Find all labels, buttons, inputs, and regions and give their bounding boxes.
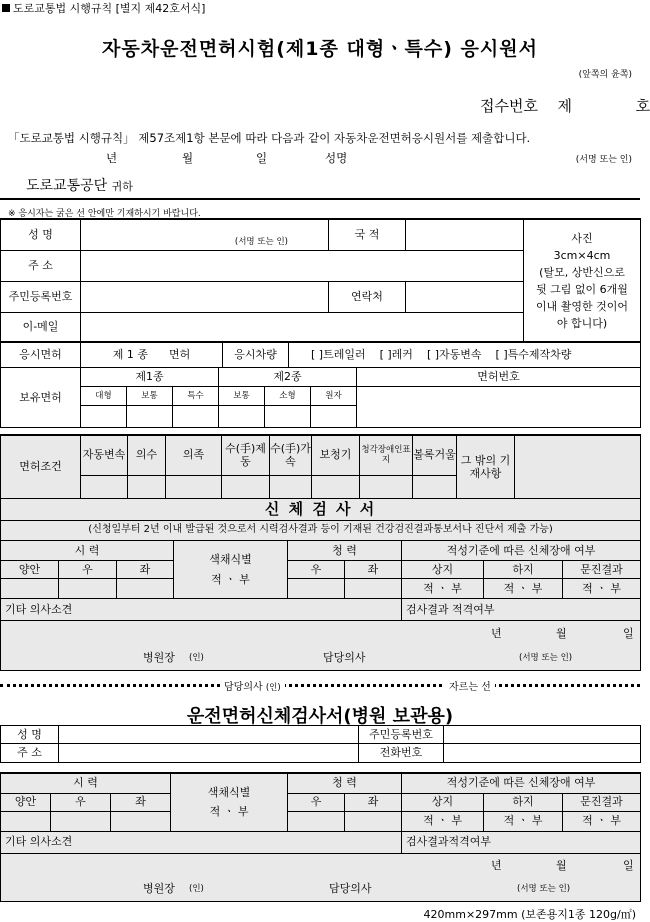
h-interview: 문진결과	[563, 793, 641, 811]
law-reference: 도로교통법 시행규칙 [별지 제42호서식]	[13, 2, 206, 15]
name-field[interactable]	[81, 219, 329, 250]
upper-limb: 상지	[402, 561, 484, 579]
condition-check[interactable]	[360, 475, 413, 499]
h-director-seal: (인)	[189, 883, 204, 894]
email-field[interactable]	[81, 312, 524, 342]
h-result-label: 검사결과적격여부	[402, 831, 641, 853]
owned-check[interactable]	[81, 406, 127, 428]
exam-license-suffix: 면허	[168, 347, 191, 361]
hospital-copy-title: 운전면허신체검사서(병원 보관용)	[186, 706, 454, 727]
exam-vehicle-options	[289, 342, 641, 368]
contact-label: 연락처	[329, 281, 406, 312]
condition-check[interactable]	[312, 475, 360, 499]
color-label-text: 색채식별	[209, 552, 252, 566]
applicant-table	[0, 218, 641, 343]
hearing-left: 좌	[345, 561, 402, 579]
h-sign-year: 년	[491, 858, 502, 872]
hearing-right: 우	[288, 561, 345, 579]
h-vision-left: 좌	[111, 793, 171, 811]
email-label: 이-메일	[1, 312, 81, 342]
color-label	[174, 541, 288, 599]
h-vision-left-field[interactable]	[111, 811, 171, 831]
aptitude-label: 적성기준에 따른 신체장애 여부	[402, 541, 641, 561]
owned-class1-label: 제1종	[81, 368, 219, 387]
owned-check[interactable]	[173, 406, 219, 428]
h-interview-yn[interactable]: 적 ㆍ 부	[563, 811, 641, 831]
hospital-phone-label: 전화번호	[359, 744, 444, 763]
interview-result: 문진결과	[563, 561, 641, 579]
condition-item: 볼록거울	[413, 435, 457, 475]
h-vision-both-field[interactable]	[1, 811, 51, 831]
hospital-address-label: 주 소	[1, 744, 59, 763]
name-label: 성 명	[1, 219, 81, 250]
hospital-exam-table	[0, 772, 641, 902]
declaration-text: 「도로교통법 시행규칙」 제57조제1항 본문에 따라 다음과 같이 자동차운전면허응시원서를 제출합니다.	[8, 131, 531, 145]
receipt-label: 접수번호	[480, 97, 538, 115]
conditions-table	[0, 434, 641, 500]
condition-item: 의수	[128, 435, 166, 475]
condition-item: 자동변속	[81, 435, 128, 475]
hearing-label: 청 력	[288, 541, 402, 561]
vision-both: 양안	[1, 561, 59, 579]
side-note: (앞쪽의 윤쪽)	[578, 70, 632, 80]
condition-check[interactable]	[166, 475, 222, 499]
nationality-field[interactable]	[406, 219, 524, 250]
exam-vehicle-label: 응시차량	[223, 342, 289, 368]
doctor-label: 담당의사	[323, 651, 366, 664]
hearing-left-field[interactable]	[345, 579, 402, 599]
interview-yn[interactable]: 적 ㆍ 부	[563, 579, 641, 599]
condition-check[interactable]	[413, 475, 457, 499]
exam-license-label: 응시면허	[1, 342, 81, 368]
option-wrecker[interactable]: [ ]레커	[379, 347, 413, 361]
director-seal: (인)	[189, 653, 204, 663]
photo-note-3: 이내 촬영한 것이어	[535, 299, 628, 313]
owned-license-label: 보유면허	[1, 368, 81, 428]
other-opinion-label: 기타 의사소견	[1, 599, 402, 621]
applicant-name-label: 성명	[325, 151, 348, 165]
owned-check[interactable]	[311, 406, 357, 428]
agency-name: 도로교통공단	[26, 178, 108, 194]
exam-license-class: 제 1 종	[112, 347, 148, 361]
h-color-yn[interactable]: 적 ㆍ 부	[209, 805, 249, 819]
conditions-label: 면허조건	[1, 435, 81, 499]
lower-limb: 하지	[484, 561, 563, 579]
photo-note-4: 야 합니다)	[556, 316, 608, 330]
date-month: 월	[182, 151, 194, 165]
director-label: 병원장	[143, 651, 175, 664]
photo-title: 사진	[571, 231, 593, 245]
address-field[interactable]	[81, 250, 524, 281]
h-other-opinion-label: 기타 의사소견	[1, 831, 402, 853]
h-upper-yn[interactable]: 적 ㆍ 부	[402, 811, 484, 831]
agency-suffix: 귀하	[111, 180, 133, 193]
divider	[0, 198, 640, 200]
date-day: 일	[256, 151, 268, 165]
upper-yn[interactable]: 적 ㆍ 부	[402, 579, 484, 599]
hospital-name-label: 성 명	[1, 726, 59, 744]
cut-line-label: 자르는 선	[445, 678, 495, 693]
color-yn[interactable]: 적 ㆍ 부	[211, 572, 250, 586]
vision-left-field[interactable]	[117, 579, 174, 599]
owned-check[interactable]	[265, 406, 311, 428]
owned-item: 대형	[81, 387, 127, 406]
h-doctor-label: 담당의사	[329, 881, 372, 895]
h-vision-right: 우	[51, 793, 111, 811]
square-bullet-icon	[2, 4, 10, 12]
address-label: 주 소	[1, 250, 81, 281]
photo-box	[524, 219, 641, 342]
agency-addressee	[26, 175, 133, 195]
owned-item: 보통	[219, 387, 265, 406]
condition-check[interactable]	[270, 475, 312, 499]
photo-note-1: (탈모, 상반신으로	[539, 265, 625, 279]
owned-item: 원자	[311, 387, 357, 406]
paper-size-footer: 420mm×297mm (보존용지1종 120g/㎡)	[423, 908, 636, 921]
condition-item: 의족	[166, 435, 222, 475]
exam-table	[0, 341, 641, 368]
owned-item: 보통	[127, 387, 173, 406]
cut-doctor	[220, 678, 285, 693]
h-vision-both: 양안	[1, 793, 51, 811]
contact-field[interactable]	[406, 281, 524, 312]
form-title: 자동차운전면허시험(제1종 대형ㆍ특수) 응시원서	[102, 38, 538, 60]
h-director-label: 병원장	[143, 881, 175, 895]
condition-check[interactable]	[128, 475, 166, 499]
hospital-info-table	[0, 725, 641, 763]
cut-doctor-seal: (인)	[265, 683, 281, 693]
condition-item: 수(手)가속	[270, 435, 312, 475]
vision-right-field[interactable]	[59, 579, 117, 599]
owned-item: 특수	[173, 387, 219, 406]
h-doctor-sign: (서명 또는 인)	[517, 883, 571, 894]
photo-size: 3cm×4cm	[553, 248, 611, 262]
license-number-label: 면허번호	[357, 368, 641, 387]
h-upper-limb: 상지	[402, 793, 484, 811]
cut-line	[0, 684, 640, 687]
h-hearing-right-field[interactable]	[288, 811, 345, 831]
option-special[interactable]: [ ]특수제작차량	[495, 347, 572, 361]
sign-day: 일	[623, 627, 634, 640]
hospital-address-field[interactable]	[59, 744, 359, 763]
nationality-label: 국 적	[329, 219, 406, 250]
h-vision-right-field[interactable]	[51, 811, 111, 831]
rrn-field[interactable]	[81, 281, 329, 312]
result-eligibility-label: 검사결과 적격여부	[402, 599, 641, 621]
form-header	[2, 0, 205, 16]
vision-left: 좌	[117, 561, 174, 579]
owned-license-table	[0, 367, 641, 428]
hospital-phone-field[interactable]	[444, 744, 641, 763]
physical-exam-table	[0, 498, 641, 671]
h-vision-label: 시 력	[1, 773, 171, 793]
receipt-ho: 호	[635, 97, 650, 115]
lower-yn[interactable]: 적 ㆍ 부	[484, 579, 563, 599]
condition-item: 청각장애인표지	[360, 435, 413, 475]
sign-note: (서명 또는 인)	[575, 155, 632, 165]
notice-text: ※ 응시자는 굵은 선 안에만 기재하시기 바랍니다.	[8, 209, 201, 219]
vision-label: 시 력	[1, 541, 174, 561]
h-color-text: 색채식별	[207, 785, 251, 799]
hearing-right-field[interactable]	[288, 579, 345, 599]
condition-item: 보청기	[312, 435, 360, 475]
h-hearing-label: 청 력	[288, 773, 402, 793]
owned-class2-label: 제2종	[219, 368, 357, 387]
h-hearing-right: 우	[288, 793, 345, 811]
h-lower-yn[interactable]: 적 ㆍ 부	[484, 811, 563, 831]
hospital-sign-area	[1, 853, 641, 901]
owned-item: 소형	[265, 387, 311, 406]
h-lower-limb: 하지	[484, 793, 563, 811]
vision-right: 우	[59, 561, 117, 579]
doctor-sign: (서명 또는 인)	[519, 653, 573, 663]
h-sign-month: 월	[556, 858, 567, 872]
h-aptitude-label: 적성기준에 따른 신체장애 여부	[402, 773, 641, 793]
physical-exam-subtitle: (신청일부터 2년 이내 발급된 것으로서 시력검사결과 등이 기재된 건강검진결과통보서나 진단서 제출 가능)	[1, 521, 641, 541]
photo-note-2: 뒷 그림 없이 6개월	[536, 282, 628, 296]
name-sign-note: (서명 또는 인)	[234, 236, 288, 247]
condition-check[interactable]	[222, 475, 270, 499]
physical-exam-title: 신 체 검 사 서	[1, 499, 641, 521]
license-number-field[interactable]	[357, 387, 641, 428]
hospital-rrn-field[interactable]	[444, 726, 641, 744]
h-hearing-left: 좌	[345, 793, 402, 811]
date-year: 년	[106, 151, 118, 165]
rrn-label: 주민등록번호	[1, 281, 81, 312]
sign-month: 월	[556, 627, 567, 640]
cut-doctor-label: 담당의사	[224, 682, 263, 693]
option-trailer[interactable]: [ ]트레일러	[311, 347, 366, 361]
owned-check[interactable]	[127, 406, 173, 428]
other-notes-label: 그 밖의 기재사항	[457, 435, 515, 499]
hospital-name-field[interactable]	[59, 726, 359, 744]
hospital-rrn-label: 주민등록번호	[359, 726, 444, 744]
h-sign-day: 일	[623, 858, 634, 872]
receipt-number	[480, 95, 650, 116]
h-hearing-left-field[interactable]	[345, 811, 402, 831]
option-automatic[interactable]: [ ]자동변속	[426, 347, 482, 361]
other-notes-field[interactable]	[515, 435, 641, 499]
condition-check[interactable]	[81, 475, 128, 499]
condition-item: 수(手)제동	[222, 435, 270, 475]
exam-license-value	[81, 342, 223, 368]
sign-year: 년	[491, 627, 502, 640]
owned-check[interactable]	[219, 406, 265, 428]
physical-exam-sign-area	[1, 621, 641, 671]
receipt-je: 제	[557, 97, 573, 115]
vision-both-field[interactable]	[1, 579, 59, 599]
h-color-label	[171, 773, 288, 831]
